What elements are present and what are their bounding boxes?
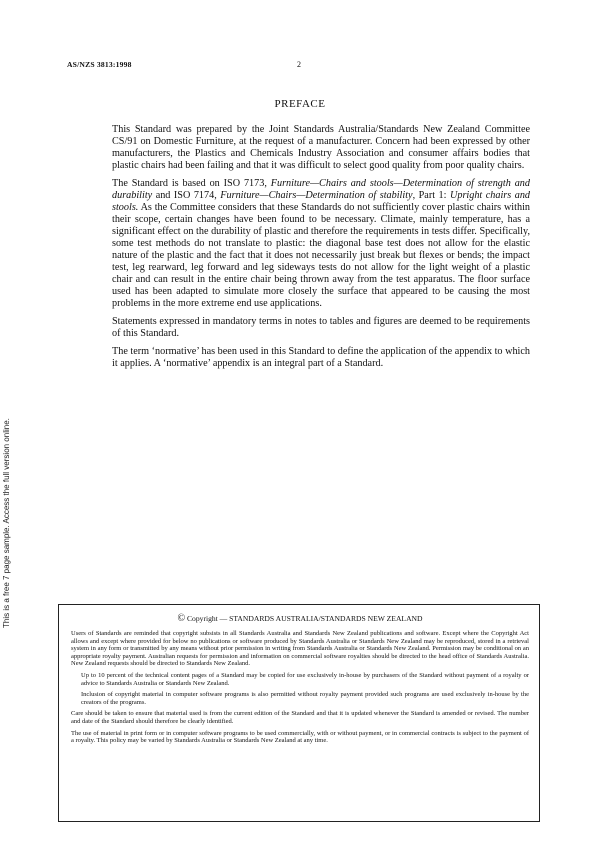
paragraph-normative: The term ‘normative’ has been used in this Standard to define the application of the appendix to which it applies. A ‘normative’ appendix is an integral part of a Standard. [112,346,530,369]
paragraph-mandatory: Statements expressed in mandatory terms in notes to tables and figures are deemed to be requirements of this Standard. [112,316,530,339]
copyright-para-software: Inclusion of copyright material in computer software programs is also permitted without royalty payment provided such programs are used exclusively in-house by the creators of the programs. [81,691,529,706]
copyright-para-commercial: The use of material in print form or in computer software programs to be used commercially, with or without payment, or in commercial contracts is subject to the payment of a royalty. This policy may be varied by Standards Australia or Standards New Zealand at any time. [71,729,529,745]
copyright-title [71,613,529,624]
copyright-para-edition: Care should be taken to ensure that material used is from the current edition of the Standard and that it is updated whenever the Standard is amended or revised. The number and date of the Standard should therefore be clearly identified. [71,710,529,725]
iso-7173-title: Furniture—Chairs and stools—Determination of strength and durability [112,178,530,201]
text-run: As the Committee considers that these Standards do not sufficiently cover plastic chairs within their scope, certain changes have been found to be necessary. Climate, mainly temperature, has a significant effect on the durability of plastic and therefore the requirements in tests differ. Specifically, some test methods do not translate to plastic: the diagonal base test does not allow for the elastic nature of the plastic and the fact that it does not necessarily just break but flexes or bends; the impact test, leg rearward, leg forward and leg sideways tests do not allow for the light weight of a plastic chair and can result in the entire chair being thrown away from the test apparatus. The floor surface used has been adapted to simulate more closely the surface that appeared to be causing the most problems in the more extreme end use applications. [112,202,530,309]
copyright-box [58,604,540,822]
copyright-icon: © [177,613,186,624]
text-run: , Part 1: [412,190,450,201]
page-title: PREFACE [274,98,326,110]
copyright-para-copying: Up to 10 percent of the technical content pages of a Standard may be copied for use exclusively in-house by purchasers of the Standard without payment of a royalty or advice to Standards Australia or Standards New Zealand. [81,671,529,687]
text-run: The Standard is based on ISO 7173, [112,178,271,189]
standard-code: AS/NZS 3813:1998 [67,60,132,69]
copyright-para-users: Users of Standards are reminded that copyright subsists in all Standards Australia and Standards New Zealand publications and software. Except where the Copyright Act allows and except where provided for below no publications or software produced by Standards Australia or Standards New Zealand may be reproduced, stored in a retrieval system in any form or transmitted by any means without prior permission in writing from Standards Australia or Standards New Zealand. Permission may be conditional on an appropriate royalty payment. Australian requests for permission and information on commercial software royalties should be directed to the head office of Standards Australia. New Zealand requests should be directed to Standards New Zealand. [71,630,529,668]
part-1-title: Upright chairs and stools. [112,190,531,213]
text-run: and ISO 7174, [152,190,221,201]
iso-7174-title: Furniture—Chairs—Determination of stability [220,190,413,201]
sample-notice: This is a free 7 page sample. Access the full version online. [2,418,11,628]
copyright-heading: Copyright — STANDARDS AUSTRALIA/STANDARDS NEW ZEALAND [186,614,423,623]
paragraph-committee: This Standard was prepared by the Joint Standards Australia/Standards New Zealand Committee CS/91 on Domestic Furniture, at the request of a manufacturer. Concern had been expressed by other manufacturers, the Plastics and Chemicals Industry Association and consumer affairs bodies that plastic chairs had been failing and that it was difficult to select good quality from poor quality chairs. [112,124,530,171]
page-number: 2 [297,60,301,69]
preface-body [112,124,530,376]
paragraph-basis [112,178,530,310]
